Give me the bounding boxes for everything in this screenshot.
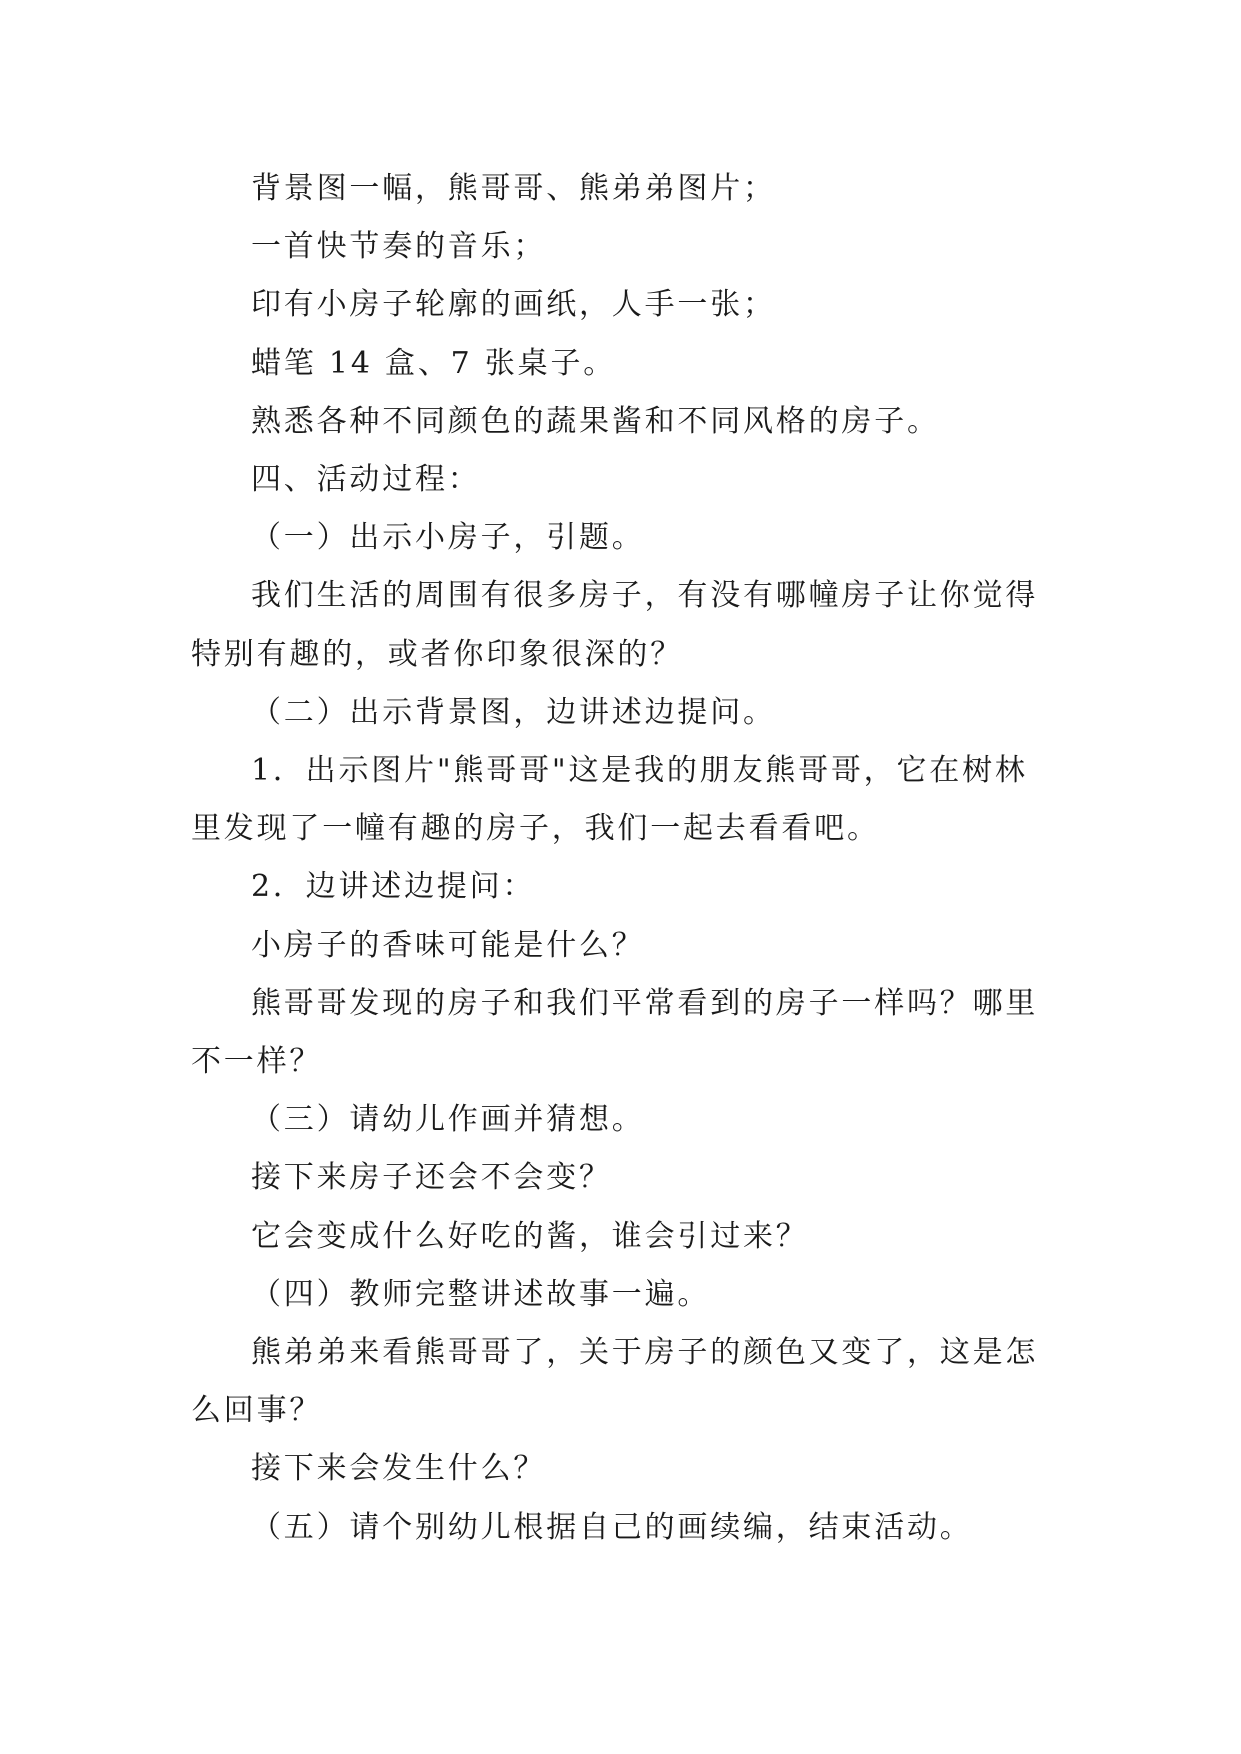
step-heading-2: （二）出示背景图，边讲述边提问。 (251, 694, 776, 730)
section-heading-activity-process: 四、活动过程： (251, 462, 481, 498)
paragraph-show-bear: 1．出示图片"熊哥哥"这是我的朋友熊哥哥，它在树林里发现了一幢有趣的房子，我们一起去看看吧。 (191, 753, 1028, 847)
paragraph-question-change: 接下来房子还会不会变？ (251, 1160, 612, 1196)
paragraph-materials-music: 一首快节奏的音乐； (251, 229, 547, 265)
paragraph-what-next: 接下来会发生什么？ (251, 1451, 547, 1487)
step-heading-3: （三）请幼儿作画并猜想。 (251, 1102, 645, 1138)
step-heading-1: （一）出示小房子，引题。 (251, 520, 645, 556)
paragraph-materials-paper: 印有小房子轮廓的画纸，人手一张； (251, 287, 776, 323)
paragraph-materials-crayons: 蜡笔 14 盒、7 张桌子。 (251, 345, 617, 381)
paragraph-experience-prep: 熟悉各种不同颜色的蔬果酱和不同风格的房子。 (251, 403, 940, 439)
paragraph-question-jam: 它会变成什么好吃的酱，谁会引过来？ (251, 1218, 809, 1254)
paragraph-little-brother: 熊弟弟来看熊哥哥了，关于房子的颜色又变了，这是怎么回事？ (191, 1335, 1039, 1429)
document-body (191, 160, 1053, 1557)
paragraph-question-smell: 小房子的香味可能是什么？ (251, 927, 645, 963)
paragraph-narrate-ask: 2．边讲述边提问： (251, 869, 536, 905)
step-heading-5: （五）请个别幼儿根据自己的画续编，结束活动。 (251, 1509, 973, 1545)
paragraph-question-houses: 我们生活的周围有很多房子，有没有哪幢房子让你觉得特别有趣的，或者你印象很深的？ (191, 578, 1039, 672)
paragraph-question-compare: 熊哥哥发现的房子和我们平常看到的房子一样吗？哪里不一样？ (191, 985, 1039, 1080)
paragraph-materials-background: 背景图一幅，熊哥哥、熊弟弟图片； (251, 171, 776, 206)
step-heading-4: （四）教师完整讲述故事一遍。 (251, 1276, 711, 1312)
